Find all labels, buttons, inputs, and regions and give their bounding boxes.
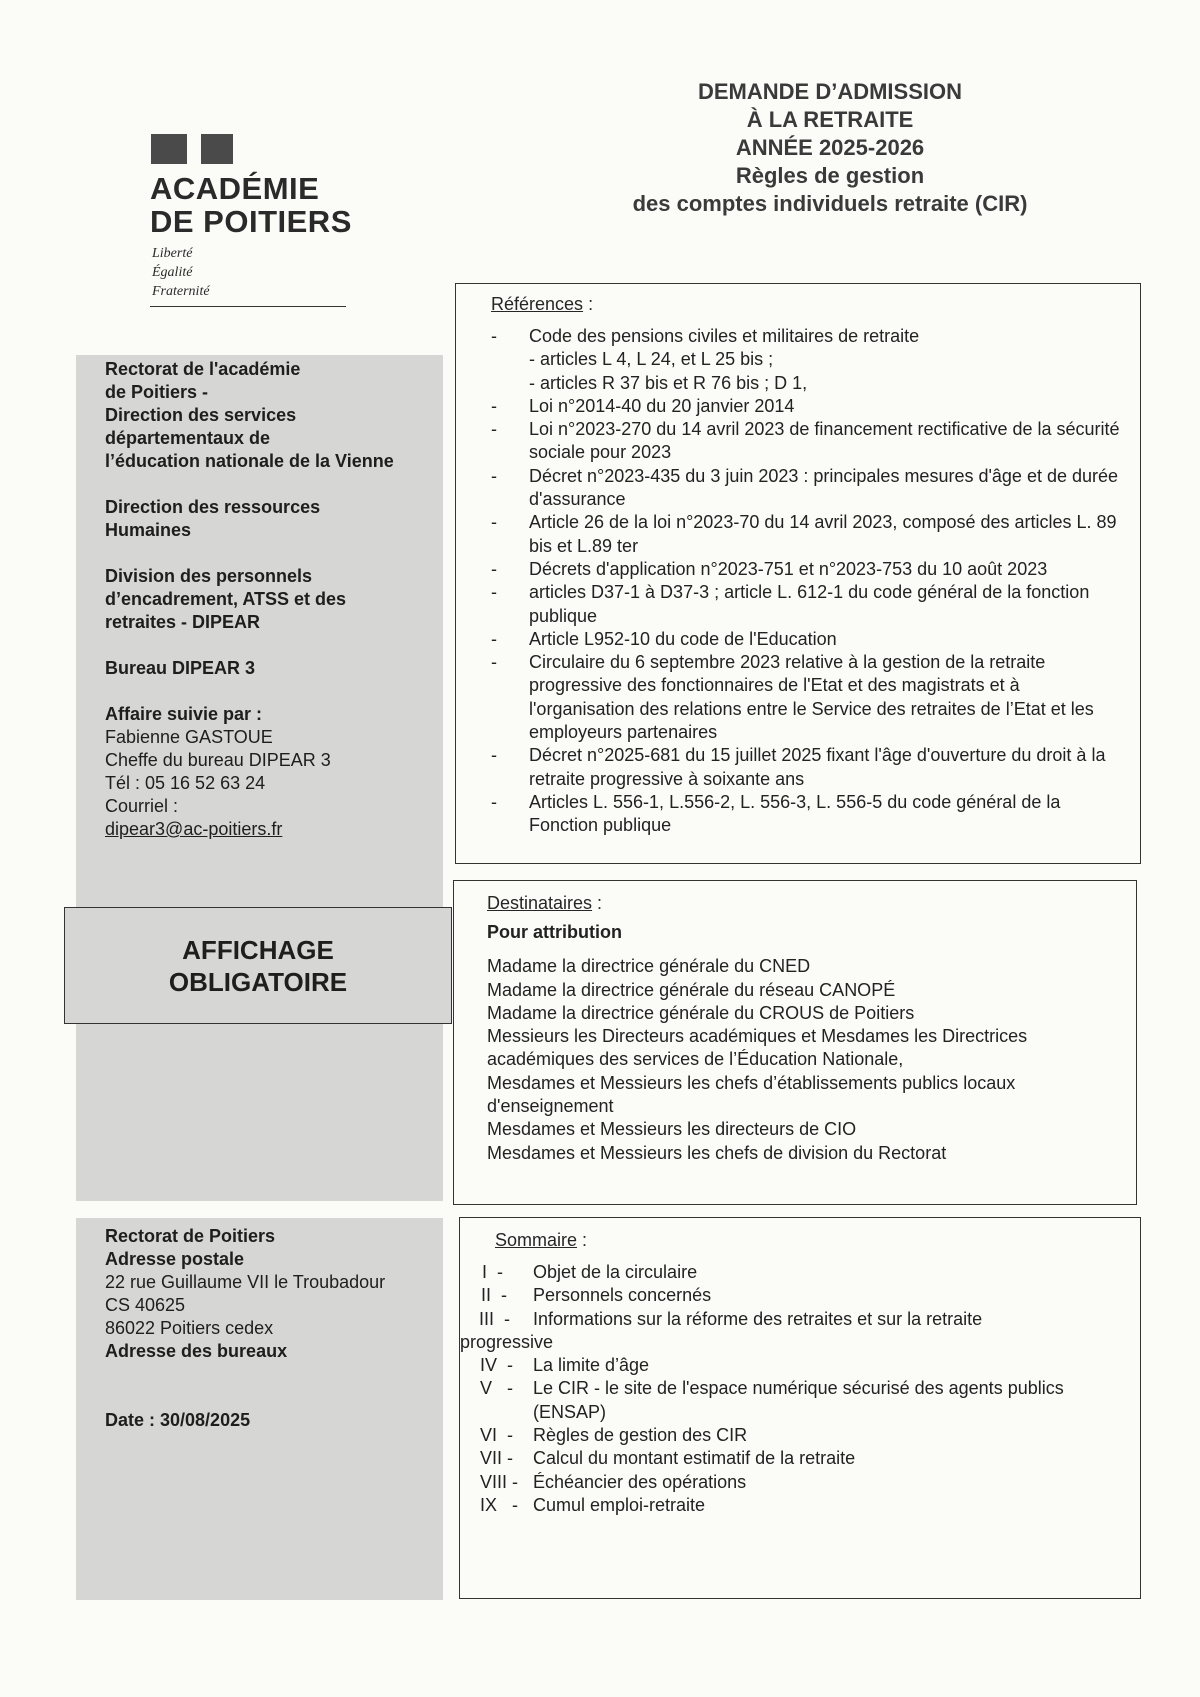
bureau-name: Bureau DIPEAR 3 (105, 658, 256, 678)
reference-item: - Circulaire du 6 septembre 2023 relative à la gestion de la retraite progressive des fonctionnaires de l'Etat et des magistrats et à l'organisation des relations entre le Service des retraites de l’Etat et les employeurs partenaires (491, 652, 1094, 743)
summary-item: I - Objet de la circulaire (482, 1262, 698, 1282)
recipient-line: Madame la directrice générale du réseau CANOPÉ (487, 979, 896, 1000)
recipients-heading: Destinataires : (487, 893, 603, 913)
drh-line: Humaines (105, 520, 192, 540)
recipients-list (487, 921, 1127, 1165)
division-line: d’encadrement, ATSS et des (105, 589, 347, 609)
recipient-line: Madame la directrice générale du CROUS de Poitiers (487, 1002, 915, 1023)
summary-item: IV - La limite d’âge (480, 1355, 650, 1376)
org-line: de Poitiers - (105, 382, 209, 402)
org-line: départementaux de (105, 428, 271, 448)
summary-item: V - Le CIR - le site de l'espace numérique sécurisé des agents publics (ENSAP) (480, 1378, 1064, 1422)
contact-name: Fabienne GASTOUE (105, 727, 273, 747)
title-line-4: Règles de gestion (735, 163, 925, 188)
address-street: 22 rue Guillaume VII le Troubadour (105, 1272, 386, 1292)
reference-item: - Article L952-10 du code de l'Education (491, 628, 837, 649)
recipients-subheading: Pour attribution (487, 922, 622, 942)
recipient-line: Messieurs les Directeurs académiques et Mesdames les Directrices académiques des services de l’Éducation Nationale, (487, 1026, 1028, 1070)
reference-item: - Décrets d'application n°2023-751 et n°2023-753 du 10 août 2023 (491, 558, 1048, 579)
notice-line-1: AFFICHAGE (182, 934, 334, 965)
recipients-box (453, 880, 1137, 1205)
recipient-line: Mesdames et Messieurs les chefs d’établissements publics locaux d'enseignement (487, 1072, 1016, 1117)
reference-item: - Loi n°2023-270 du 14 avril 2023 de financement rectificative de la sécurité sociale pour 2023 (491, 419, 1120, 463)
recipient-line: Mesdames et Messieurs les directeurs de CIO (487, 1119, 857, 1140)
division-line: retraites - DIPEAR (105, 612, 261, 632)
references-box (455, 283, 1141, 864)
sidebar-address-panel (76, 1218, 443, 1600)
summary-item: VI - Règles de gestion des CIR (480, 1425, 748, 1446)
contact-email-label: Courriel : (105, 796, 179, 816)
notice-line-2: OBLIGATOIRE (168, 966, 348, 997)
logo-title-line-2: DE POITIERS (150, 204, 352, 239)
summary-list (460, 1261, 1130, 1517)
reference-item: - Articles L. 556-1, L.556-2, L. 556-3, L. 556-5 du code général de la Fonction publique (491, 791, 1061, 836)
title-line-2: À LA RETRAITE (746, 107, 914, 132)
references-heading: Références : (491, 294, 594, 314)
drh-line: Direction des ressources (105, 497, 321, 517)
division-line: Division des personnels (105, 566, 313, 586)
summary-heading: Sommaire : (495, 1230, 588, 1250)
reference-item: - Loi n°2014-40 du 20 janvier 2014 (491, 395, 795, 416)
title-line-3: ANNÉE 2025-2026 (735, 135, 925, 160)
reference-item: - articles D37-1 à D37-3 ; article L. 612-1 du code général de la fonction publique (491, 582, 1090, 626)
recipient-line: Mesdames et Messieurs les chefs de division du Rectorat (487, 1142, 947, 1163)
offices-address-heading: Adresse des bureaux (105, 1341, 288, 1361)
summary-item: II - Personnels concernés (481, 1285, 712, 1306)
title-line-5: des comptes individuels retraite (CIR) (632, 191, 1028, 216)
motto-divider (150, 306, 346, 307)
summary-box (459, 1217, 1141, 1599)
address-cs: CS 40625 (105, 1295, 186, 1315)
summary-item: VIII - Échéancier des opérations (480, 1471, 747, 1492)
logo-title-line-1: ACADÉMIE (150, 171, 320, 206)
motto-fraternite: Fraternité (152, 284, 210, 299)
reference-item: - Décret n°2025-681 du 15 juillet 2025 fixant l'âge d'ouverture du droit à la retraite progressive à soixante ans (491, 745, 1106, 789)
document-title (590, 78, 1070, 218)
recipient-line: Madame la directrice générale du CNED (487, 956, 811, 977)
sidebar-sender-panel (76, 355, 443, 1201)
reference-item: - Code des pensions civiles et militaires de retraite - articles L 4, L 24, et L 25 bis ; - articles R 37 bis et R 76 bis ; D 1, (491, 326, 920, 393)
academy-logo-title (150, 172, 352, 238)
address-org: Rectorat de Poitiers (105, 1226, 276, 1246)
org-line: Rectorat de l'académie (105, 359, 301, 379)
summary-item: III - Informations sur la réforme des retraites et sur la retraite (479, 1308, 983, 1329)
summary-item: IX - Cumul emploi-retraite (480, 1494, 706, 1515)
contact-role: Cheffe du bureau DIPEAR 3 (105, 750, 331, 770)
mandatory-display-notice (64, 907, 452, 1024)
summary-item-overflow: progressive (460, 1331, 554, 1352)
contact-email-link[interactable]: dipear3@ac-poitiers.fr (105, 819, 283, 839)
contact-heading: Affaire suivie par : (105, 704, 263, 724)
title-line-1: DEMANDE D’ADMISSION (697, 79, 962, 104)
contact-phone: Tél : 05 16 52 63 24 (105, 773, 266, 793)
postal-address-heading: Adresse postale (105, 1249, 245, 1269)
sender-block (105, 358, 394, 841)
org-line: Direction des services (105, 405, 297, 425)
address-city: 86022 Poitiers cedex (105, 1318, 274, 1338)
org-line: l’éducation nationale de la Vienne (105, 451, 394, 471)
reference-item: - Décret n°2023-435 du 3 juin 2023 : principales mesures d'âge et de durée d'assurance (491, 465, 1119, 510)
references-list (491, 325, 1121, 838)
summary-item: VII - Calcul du montant estimatif de la retraite (480, 1448, 856, 1469)
republic-motto (152, 244, 210, 301)
reference-item: - Article 26 de la loi n°2023-70 du 14 avril 2023, composé des articles L. 89 bis et L.89 ter (491, 512, 1117, 556)
address-block (105, 1225, 385, 1432)
marianne-icon (151, 134, 233, 164)
document-date: Date : 30/08/2025 (105, 1410, 251, 1430)
motto-liberte: Liberté (152, 246, 193, 261)
motto-egalite: Égalité (152, 265, 193, 280)
